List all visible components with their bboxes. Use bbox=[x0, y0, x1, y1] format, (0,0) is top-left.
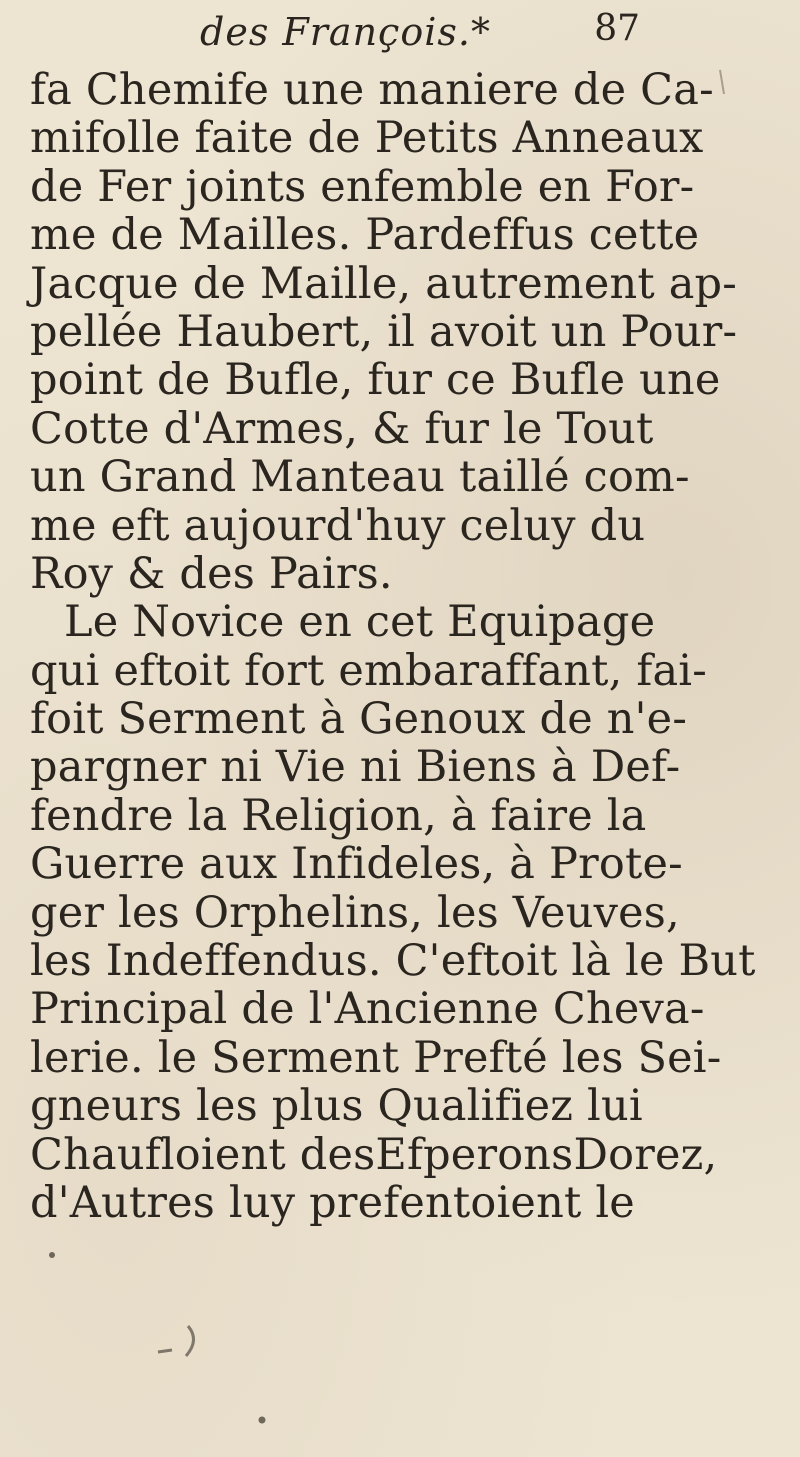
paragraph-start-line: Le Novice en cet Equipage bbox=[64, 597, 656, 648]
text-line: Jacque de Maille, autrement ap- bbox=[30, 258, 738, 309]
text-line: Cotte d'Armes, & fur le Tout bbox=[30, 403, 654, 454]
text-line: Principal de l'Ancienne Cheva- bbox=[30, 984, 705, 1035]
text-line: fendre la Religion, à faire la bbox=[30, 790, 647, 841]
text-line: qui eftoit fort embaraffant, fai- bbox=[30, 645, 707, 696]
text-line: point de Bufle, fur ce Bufle une bbox=[30, 355, 721, 406]
text-line: Roy & des Pairs. bbox=[30, 548, 393, 599]
text-line: fa Chemife une maniere de Ca- bbox=[30, 65, 714, 115]
text-line: Guerre aux Infideles, à Prote- bbox=[30, 839, 683, 890]
text-line: un Grand Manteau taillé com- bbox=[30, 452, 690, 503]
text-line: les Indeffendus. C'eftoit là le But bbox=[30, 936, 756, 987]
text-line: d'Autres luy prefentoient le bbox=[30, 1177, 635, 1228]
text-line: lerie. le Serment Prefté les Sei- bbox=[30, 1032, 722, 1083]
text-line: Chaufloient desEfperonsDorez, bbox=[30, 1129, 718, 1180]
page-number: 87 bbox=[594, 8, 640, 49]
text-line: pellée Haubert, il avoit un Pour- bbox=[30, 306, 738, 357]
text-line: pargner ni Vie ni Biens à Def- bbox=[30, 742, 681, 793]
text-line: ger les Orphelins, les Veuves, bbox=[30, 887, 680, 938]
text-line: me eft aujourd'huy celuy du bbox=[30, 500, 646, 551]
text-line: me de Mailles. Pardeffus cette bbox=[30, 210, 700, 261]
running-title: des François.* bbox=[200, 10, 491, 54]
text-line: mifolle faite de Petits Anneaux bbox=[30, 113, 704, 164]
body-text bbox=[30, 66, 800, 1227]
text-line: foit Serment à Genoux de n'e- bbox=[30, 694, 688, 745]
running-head bbox=[200, 6, 640, 66]
text-line: gneurs les plus Qualifiez lui bbox=[30, 1081, 643, 1132]
text-line: de Fer joints enfemble en For- bbox=[30, 161, 695, 212]
